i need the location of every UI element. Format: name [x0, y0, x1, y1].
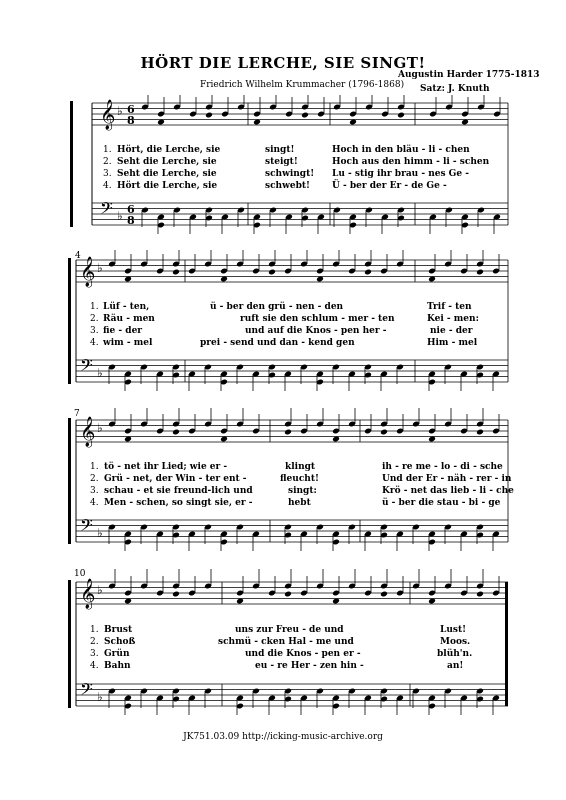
arranger-credit: Satz: J. Knuth: [420, 84, 490, 94]
composer-credit: Augustin Harder 1775-1813: [398, 70, 540, 80]
note-head-icon: [284, 591, 292, 598]
lyric-segment: Schoß: [104, 637, 136, 647]
verse-number: 1.: [90, 302, 99, 312]
lyric-verse-1: [0, 145, 566, 157]
note-head-icon: [364, 269, 372, 276]
lyric-segment: Lüf - ten,: [103, 302, 150, 312]
key-flat-icon: ♭: [97, 690, 103, 704]
key-flat-icon: ♭: [97, 261, 103, 275]
note-head-icon: [205, 112, 213, 119]
lyric-segment: Räu - men: [103, 314, 155, 324]
lyric-verse-3: [0, 486, 566, 498]
time-signature-top: 6: [127, 103, 135, 116]
lyric-segment: eu - re Her - zen hin -: [255, 661, 364, 671]
lyric-segment: klingt: [285, 462, 316, 472]
verse-number: 4.: [90, 338, 99, 348]
lyric-segment: steigt!: [265, 157, 298, 167]
lyric-segment: und auf die Knos - pen her -: [245, 326, 387, 336]
score-system-4: [0, 568, 566, 720]
lyric-segment: Krö - net das lieb - li - che: [382, 486, 514, 496]
key-flat-icon: ♭: [97, 366, 103, 380]
lyric-segment: schmü - cken Hal - me und: [218, 637, 354, 647]
lyric-segment: nie - der: [430, 326, 473, 336]
note-head-icon: [172, 429, 180, 436]
lyric-segment: Grü - net, der Win - ter ent -: [104, 474, 247, 484]
lyric-segment: an!: [447, 661, 464, 671]
lyric-verse-4: [0, 498, 566, 510]
lyric-segment: fie - der: [103, 326, 143, 336]
lyric-verse-3: [0, 649, 566, 661]
lyric-verse-2: [0, 157, 566, 169]
verse-number: 1.: [90, 462, 99, 472]
lyric-verse-4: [0, 338, 566, 350]
key-flat-icon: ♭: [117, 209, 123, 223]
lyric-segment: ü - ber den grü - nen - den: [210, 302, 344, 312]
note-head-icon: [380, 591, 388, 598]
lyric-segment: schau - et sie freund-lich und: [104, 486, 253, 496]
lyric-segment: prei - send und dan - kend gen: [200, 338, 355, 348]
key-flat-icon: ♭: [117, 104, 123, 118]
lyric-verse-1: [0, 302, 566, 314]
lyric-verse-4: [0, 661, 566, 673]
lyric-segment: Hoch aus den himm - li - schen: [332, 157, 490, 167]
verse-number: 2.: [90, 314, 99, 324]
treble-clef-icon: 𝄞: [80, 417, 96, 447]
lyric-segment: ü - ber die stau - bi - ge: [382, 498, 501, 508]
lyric-segment: uns zur Freu - de und: [235, 625, 344, 635]
note-head-icon: [397, 112, 405, 119]
note-head-icon: [172, 591, 180, 598]
lyric-segment: Und der Er - näh - rer - in: [382, 474, 512, 484]
note-head-icon: [380, 429, 388, 436]
note-head-icon: [268, 269, 276, 276]
lyric-segment: ih - re me - lo - di - sche: [382, 462, 503, 472]
verse-number: 4.: [90, 661, 99, 671]
note-head-icon: [476, 269, 484, 276]
treble-clef-icon: 𝄞: [80, 257, 96, 287]
lyric-segment: singt!: [265, 145, 295, 155]
lyric-verse-4: [0, 181, 566, 193]
measure-number: 10: [74, 569, 86, 579]
note-head-icon: [476, 591, 484, 598]
verse-number: 3.: [90, 649, 99, 659]
time-signature-bottom: 8: [127, 114, 135, 127]
score-system-3: [0, 408, 566, 560]
lyric-segment: Ü - ber der Er - de Ge -: [332, 181, 447, 191]
measure-number: 7: [74, 409, 80, 419]
lyric-segment: Seht die Lerche, sie: [117, 169, 217, 179]
lyric-segment: tö - net ihr Lied; wie er -: [104, 462, 228, 472]
bass-clef-icon: 𝄢: [80, 515, 93, 539]
verse-number: 1.: [103, 145, 112, 155]
verse-number: 3.: [90, 326, 99, 336]
lyric-segment: hebt: [288, 498, 311, 508]
lyric-segment: schwebt!: [265, 181, 310, 191]
lyric-verse-1: [0, 462, 566, 474]
lyric-segment: wim - mel: [103, 338, 153, 348]
lyric-verse-2: [0, 637, 566, 649]
lyric-segment: Lu - stig ihr brau - nes Ge -: [332, 169, 469, 179]
lyric-segment: Seht die Lerche, sie: [117, 157, 217, 167]
lyric-verse-3: [0, 326, 566, 338]
poet-credit: Friedrich Wilhelm Krummacher (1796-1868): [200, 80, 405, 90]
bass-clef-icon: 𝄢: [100, 198, 113, 222]
lyric-verse-2: [0, 314, 566, 326]
bass-clef-icon: 𝄢: [80, 355, 93, 379]
bass-clef-icon: 𝄢: [80, 679, 93, 703]
lyric-segment: schwingt!: [265, 169, 315, 179]
footer-source: JK751.03.09 http://icking-music-archive.org: [183, 732, 383, 742]
key-flat-icon: ♭: [97, 583, 103, 597]
lyric-segment: Bahn: [104, 661, 131, 671]
song-title: HÖRT DIE LERCHE, SIE SINGT!: [140, 54, 426, 72]
lyric-verse-1: [0, 625, 566, 637]
note-head-icon: [301, 112, 309, 119]
time-signature-bottom: 8: [127, 214, 135, 227]
note-head-icon: [284, 429, 292, 436]
lyric-verse-3: [0, 169, 566, 181]
treble-clef-icon: 𝄞: [80, 579, 96, 609]
verse-number: 3.: [90, 486, 99, 496]
lyric-verse-2: [0, 474, 566, 486]
lyric-segment: Hoch in den bläu - li - chen: [332, 145, 470, 155]
key-flat-icon: ♭: [97, 421, 103, 435]
lyric-segment: und die Knos - pen er -: [245, 649, 361, 659]
verse-number: 2.: [103, 157, 112, 167]
lyric-segment: Hört die Lerche, sie: [117, 181, 218, 191]
verse-number: 2.: [90, 637, 99, 647]
treble-clef-icon: 𝄞: [100, 100, 116, 130]
lyric-segment: Lust!: [440, 625, 467, 635]
lyric-segment: Kei - men:: [427, 314, 479, 324]
key-flat-icon: ♭: [97, 526, 103, 540]
lyric-segment: ruft sie den schlum - mer - ten: [240, 314, 395, 324]
note-head-icon: [476, 429, 484, 436]
lyric-segment: Moos.: [440, 637, 471, 647]
lyric-segment: Trif - ten: [427, 302, 472, 312]
verse-number: 2.: [90, 474, 99, 484]
lyric-segment: blüh'n.: [437, 649, 473, 659]
score-system-1: [0, 95, 566, 245]
verse-number: 4.: [90, 498, 99, 508]
verse-number: 3.: [103, 169, 112, 179]
lyric-segment: Him - mel: [427, 338, 478, 348]
lyric-segment: Men - schen, so singt sie, er -: [104, 498, 253, 508]
time-signature-top: 6: [127, 203, 135, 216]
score-system-2: [0, 250, 566, 400]
lyric-segment: fleucht!: [280, 474, 319, 484]
lyric-segment: singt:: [288, 486, 317, 496]
note-head-icon: [172, 269, 180, 276]
lyric-segment: Brust: [104, 625, 133, 635]
lyric-segment: Hört, die Lerche, sie: [117, 145, 221, 155]
verse-number: 1.: [90, 625, 99, 635]
measure-number: 4: [75, 251, 81, 261]
verse-number: 4.: [103, 181, 112, 191]
lyric-segment: Grün: [104, 649, 130, 659]
